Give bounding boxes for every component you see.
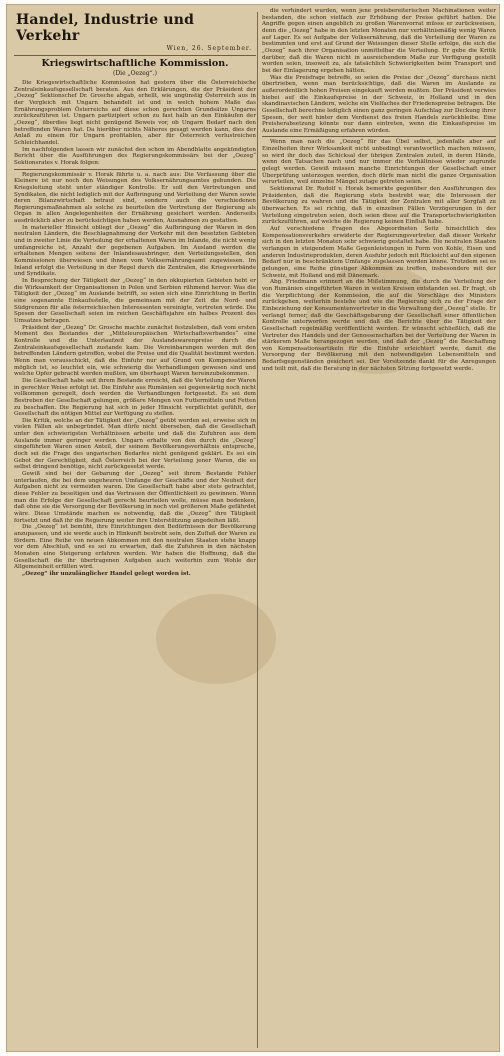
right-column [262,8,496,1050]
paragraph: Gewiß sind bei der Gebarung der „Oezeg“ seit ihrem Bestande Fehler unterlaufen, die bei dem ungeheuren Umfange der Geschäfte und der Neuheit der Aufgaben nicht zu vermeiden waren. Die Gesellschaft habe aber stets getrachtet, diese Fehler zu beseitigen und das Vertrauen der Öffentlichkeit zu gewinnen. Wenn man die Erfolge der Gesellschaft gerecht beurteilen wolle, müsse man bedenken, daß ohne sie die Versorgung der Bevölkerung in noch viel größerem Maße gefährdet wäre. Diese Umstände machen es notwendig, daß die „Oezeg“ ihre Tätigkeit fortsetzt und daß ihr die Regierung weiter ihre Unterstützung angedeihen läßt. [14,471,256,524]
paragraph: Die Gesellschaft habe seit ihrem Bestande erreicht, daß die Verteilung der Waren in gerechter Weise erfolgt ist. Die Einfuhr aus Rumänien sei gegenwärtig noch nicht vollkommen geregelt, doch werden die Verhandlungen fortgesetzt. Es sei dem Bestreben der Gesellschaft gelungen, größere Mengen von Futtermitteln und Fetten zu beschaffen. Die Regierung hat sich in jeder Hinsicht verpflichtet gefühlt, der Gesellschaft die nötigen Mittel zur Verfügung zu stellen. [14,377,256,418]
paragraph: Regierungskommissär v. Horak führte u. a. nach aus: Die Verfassung über die Kleinere ist nur noch den Weisungen des Volksernährungsamtes gebunden. Die Kriegsleitung steht unter ständiger Kontrolle. Er soll den Vertretungen und Syndikaten, die nicht lediglich mit der Aufbringung und Verteilung der Waren sowie deren Bilanzwirtschaft betraut sind, sondern auch die verschiedenen Regierungsmaßnahmen als solche zu beurteilen die Vertretung der Regierung als Organ in allen Angelegenheiten der Ernährung gesichert werden. Anderseits ausdrücklich aber zu berücksichtigen haben werden, Ausnahmen zu gestatten. [14,171,256,225]
paragraph: Die Kriegswirtschaftliche Kommission hat gestern über die Österreichische Zentraleinkaufsgesellschaft beraten. Aus den Erklärungen, die der Präsident der „Oezeg“ Sektionschef Dr. Grosche abgab, erhellt, wie ungünstig Österreich aus in der Vergleich mit Ungarn behandelt ist und in welch hohem Maße das Ernährungsproblem Österreichs auf diese schon gerechten Grundsätze Ungarns zurückzuführen ist. Ungarn partizipiert schon zu fast halb an den Einkäufen der „Oezeg“, überdies liegt nicht genügend Beweis vor, ob Ungarn Bedarf nach den betreffenden Waren hat. Da hierüber nichts Näheres gesagt werden kann, dies der Anlaß zu einem für Ungarn profitablen, aber für Österreich verlustreichen Schleichhandel. [14,80,256,146]
newspaper-clipping [6,4,500,1052]
article-title: Kriegswirtschaftliche Kommission. [41,58,229,69]
paragraph: die verhindert wurden, wenn jene preisbereiterischen Machinationen weiter bestanden, die schon vielfach zur Erhöhung der Preise geführt hatten. Die Angriffe gegen einen angeblich zu großen Warenvorrat müsse er zurückweisen, denn die „Oezeg“ habe in den letzten Monaten nur verhältnismäßig wenig Waren auf Lager. Es sei Aufgabe der Volksernährung, daß die Verteilung der Waren zu bestimmten und erst auf Grund der Weisungen dieser Stelle erfolge, die sich die „Oezeg“ nach ihrer Organisation unmittelbar die Verteilung. Er gebe die Kritik darüber, daß die Waren nicht in ausreichendem Maße zur Verfügung gestellt worden seien, insoweit zu, als tatsächlich Schwierigkeiten beim Transport und bei der Einlagerung ergeben hätten. [262,8,496,74]
paragraph: In Besprechung der Tätigkeit der „Oezeg“ in den okkupierten Gebieten hebt er die Wirksamkeit der Organisationen in Polen und Serbien rühmend hervor. Was die Tätigkeit der „Oezeg“ im Auslande betrifft, so seien sich eine Einrichtung in Berlin eine sogenannte Einkaufsstelle, die gemeinsam mit der Zeit die Nord- und Südgrenzen für alle österreichischen Interessenten vereinigte, vertreten würde. Die Spesen der Gesellschaft seien im reichen Geschäftsjahre ein halbes Prozent des Umsatzes betragen. [14,278,256,324]
left-column [14,10,256,1050]
paragraph: Im nachfolgenden lassen wir zunächst den schon im Abendblatte angekündigten Bericht über die Ausführungen des Regierungskommissärs bei der „Oezeg“ Sektionsrates v. Horak folgen: [14,146,256,166]
paragraph: In materieller Hinsicht obliegt der „Oezeg“ die Aufbringung der Waren in den neutralen Ländern, die Beschlagnahmung der Verkehr mit den besetzten Gebieten und in zweiter Linie die Verteilung der erhaltenen Waren im Inlande, die nicht wenig umfangreiche ist, Anzahl der gegebenen Aufgaben. Im Ausland werden die erhaltenen Mengen seitens der Inlandesausbringer, den Verteilungsstellen, den Kommissionen überwiesen und ihnen vom Volksernährungsamt zugewiesen. Im Inland erfolgt die Verteilung in der Regel durch die Zentralen, die Kriegsverbände und Syndikate. [14,224,256,278]
paragraph: Auf verschiedene Fragen des Abgeordneten Seitz hinsichtlich des Kompensationsverkehrs erwiderte der Regierungsvertreter, daß dieser Verkehr sich in den letzten Monaten sehr schwierig gestaltet habe. Die neutralen Staaten verlangen in steigendem Maße Gegenleistungen in Form von Kohle, Eisen und anderen Industrieprodukten, deren Ausfuhr jedoch mit Rücksicht auf den eigenen Bedarf nur in beschränktem Umfange zugelassen werden könne. Trotzdem sei es gelungen, eine Reihe günstiger Abkommen zu treffen, insbesondere mit der Schweiz, mit Holland und mit Dänemark. [262,226,496,279]
paragraph: Die „Oezeg“ ist bemüht, ihre Einrichtungen den Bedürfnissen der Bevölkerung anzupassen, und sie werde auch in Hinkunft bestrebt sein, den Zufluß der Waren zu fördern. Eine Reihe von neuen Abkommen mit den neutralen Staaten stehe knapp vor dem Abschluß, und es sei zu erwarten, daß die Zufuhren in den nächsten Monaten eine Steigerung erfahren werden. Wir haben die Hoffnung, daß die Gesellschaft die ihr übertragenen Aufgaben auch weiterhin zum Wohle der Allgemeinheit erfüllen wird. [14,524,256,571]
dateline: Wien, 26. September. [166,45,252,52]
divider [262,136,496,137]
paste-seam [14,169,256,170]
article-subtitle: (Die „Oezeg“.) [113,70,157,77]
section-title: Handel, Industrie und Verkehr [16,12,195,44]
column-rule [257,12,258,1048]
paragraph: Wenn man nach die „Oezeg“ für das Übel selbst, jedenfalls aber auf Einzelheiten ihrer Wirksamkeit nicht unbedingt verantwortlich machen müssen, so wird ihr doch das Schicksal der übrigen Zentralen zuteil, in deren Hände, wenn den Tatsachen nach und nur immer die Verhältnisse wieder zugrunde gelegt werden. Gewiß müssen manche Einrichtungen der Gesellschaft einer Überprüfung unterzogen werden, doch dürfe man nicht die ganze Organisation verurteilen, weil einzelne Mängel zutage getreten seien. [262,139,496,186]
paragraph: „Oezeg“ ihr unzulänglicher Handel gelegt worden ist. [22,570,191,577]
left-column-text [14,80,256,578]
paragraph: Sektionsrat Dr. Rudolf v. Horak bemerkte gegenüber den Ausführungen des Präsidenten, daß die Regierung stets bestrebt war, die Interessen der Bevölkerung zu wahren und die Tätigkeit der Zentralen mit aller Sorgfalt zu überwachen. Es sei richtig, daß in einzelnen Fällen Verzögerungen in der Verteilung eingetreten seien, doch seien diese auf die Transportschwierigkeiten zurückzuführen, auf welche die Regierung keinen Einfluß habe. [262,186,496,226]
paragraph: Abg. Friedmann erinnert an die Mißstimmung, die durch die Verteilung der von Rumänien eingeführten Waren in weiten Kreisen entstanden sei. Er fragt, ob die Verpflichtung der Kommission, die auf die Vorschläge des Ministers zurückgehen, weiterhin bestehe und wie die Regierung sich zu der Frage der Einbeziehung der Konsumentenvertreter in die Verwaltung der „Oezeg“ stelle. Er verlangt ferner, daß die Geschäftsgebarung der Gesellschaft einer öffentlichen Kontrolle unterworfen werde und daß die Berichte über die Tätigkeit der Gesellschaft regelmäßig veröffentlicht werden. Er wünscht schließlich, daß die Vertreter des Handels und der Genossenschaften bei der Verteilung der Waren in stärkerem Maße herangezogen werden, und daß der „Oezeg“ die Beschaffung von Kompensationsartikeln für die Einfuhr erleichtert werde, damit die Versorgung der Bevölkerung mit den notwendigsten Lebensmitteln und Bedarfsgegenständen gesichert sei. Der Vorsitzende dankt für die Anregungen und teilt mit, daß die Beratung in der nächsten Sitzung fortgesetzt werde. [262,279,496,372]
divider [14,55,256,56]
paragraph: Die Kritik, welche an der Tätigkeit der „Oezeg“ geübt worden sei, erweise sich in vielen Fällen als unbegründet. Man dürfe nicht übersehen, daß die Gesellschaft unter den schwierigsten Verhältnissen arbeite und daß die Zufuhren aus dem Auslande immer geringer werden. Ungarn erhalte von den durch die „Oezeg“ eingeführten Waren einen Anteil, der seinem Bevölkerungsverhältnis entspreche, doch sei die Frage des ungarischen Bedarfes nicht genügend geklärt. Es sei ein Gebot der Gerechtigkeit, daß Österreich bei der Verteilung jener Waren, die es selbst dringend benötige, nicht zurückgesetzt werde. [14,417,256,471]
paragraph: Präsident der „Oezeg“ Dr. Grosche machte zunächst festzuleben, daß vom ersten Moment des Bestandes der „Mitteleuropäischen Wirtschaftsverbandes“ eine Kontrolle und die Unterlaufzeit der Auslandswarenpreise durch die Zentraleinkaufsgesellschaft zustande kam. Die Vereinbarungen werden mit den betreffenden Ländern getroffen, wobei die Preise und die Qualität bestimmt werden. Wenn man vorausschickt, daß die Einfuhr nur auf Grund von Kompensationen möglich ist, so leuchtet ein, wie schwierig die Verhandlungen gewesen sind und welche Opfer gebracht werden mußten, um überhaupt Waren hereinzubekommen. [14,324,256,378]
paragraph: Was die Preisfrage betreffe, so seien die Preise der „Oezeg“ durchaus nicht übertrieben, wenn man berücksichtige, daß die Waren im Auslande zu außerordentlich hohen Preisen eingekauft werden mußten. Der Präsident verwies hiebei auf die Einkaufspreise in der Schweiz, in Holland und in den skandinavischen Ländern, welche ein Vielfaches der Friedenspreise betragen. Die Gesellschaft berechne lediglich einen ganz geringen Aufschlag zur Deckung ihrer Spesen, der weit hinter dem Verdienst des freien Handels zurückbleibe. Eine Preisherabsetzung könnte nur dann eintreten, wenn die Einkaufspreise im Auslande eine Ermäßigung erfahren würden. [262,74,496,134]
